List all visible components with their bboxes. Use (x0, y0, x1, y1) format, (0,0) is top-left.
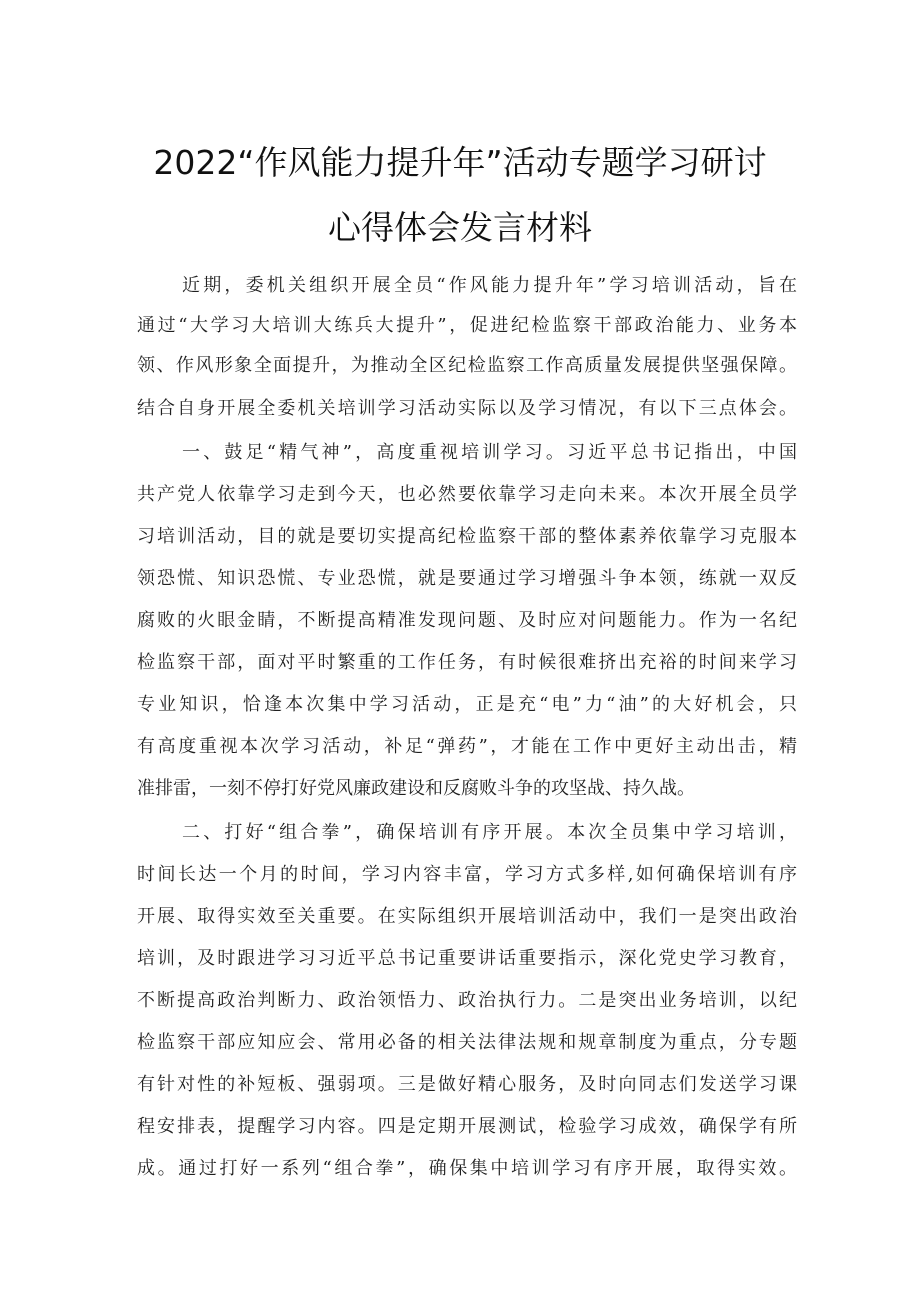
paragraph-line: 专业知识，恰逢本次集中学习活动，正是充“电”力“油”的大好机会，只 (137, 694, 797, 715)
paragraph-line: 准排雷，一刻不停打好党风廉政建设和反腐败斗争的攻坚战、持久战。 (137, 778, 695, 799)
paragraph-line: 培训，及时跟进学习习近平总书记重要讲话重要指示，深化党史学习教育， (137, 948, 797, 969)
paragraph-line: 成。通过打好一系列“组合拳”，确保集中培训学习有序开展，取得实效。 (137, 1158, 797, 1179)
paragraph-line: 程安排表，提醒学习内容。四是定期开展测试，检验学习成效，确保学有所 (137, 1116, 797, 1137)
paragraph-line: 检监察干部应知应会、常用必备的相关法律法规和规章制度为重点，分专题 (137, 1032, 797, 1053)
paragraph-line: 近期，委机关组织开展全员“作风能力提升年”学习培训活动，旨在 (182, 275, 797, 296)
document-title-line-1: 2022“作风能力提升年”活动专题学习研讨 (153, 143, 767, 182)
paragraph-line: 腐败的火眼金睛，不断提高精准发现问题、及时应对问题能力。作为一名纪 (137, 610, 797, 631)
paragraph-line: 共产党人依靠学习走到今天，也必然要依靠学习走向未来。本次开展全员学 (137, 484, 797, 505)
paragraph-line: 领恐慌、知识恐慌、专业恐慌，就是要通过学习增强斗争本领，练就一双反 (137, 568, 797, 589)
document-title-line-2: 心得体会发言材料 (328, 208, 592, 247)
paragraph-line: 不断提高政治判断力、政治领悟力、政治执行力。二是突出业务培训，以纪 (137, 990, 797, 1011)
paragraph-line: 时间长达一个月的时间，学习内容丰富，学习方式多样,如何确保培训有序 (137, 864, 797, 885)
paragraph-line: 有高度重视本次学习活动，补足“弹药”，才能在工作中更好主动出击，精 (137, 736, 797, 757)
paragraph-line: 结合自身开展全委机关培训学习活动实际以及学习情况，有以下三点体会。 (137, 398, 797, 419)
paragraph-line: 二、打好“组合拳”，确保培训有序开展。本次全员集中学习培训， (182, 822, 797, 843)
paragraph-line: 一、鼓足“精气神”，高度重视培训学习。习近平总书记指出，中国 (182, 442, 797, 463)
paragraph-line: 通过“大学习大培训大练兵大提升”，促进纪检监察干部政治能力、业务本 (137, 315, 797, 336)
paragraph-line: 习培训活动，目的就是要切实提高纪检监察干部的整体素养依靠学习克服本 (137, 526, 797, 547)
paragraph-line: 领、作风形象全面提升，为推动全区纪检监察工作高质量发展提供坚强保障。 (137, 355, 797, 376)
paragraph-line: 开展、取得实效至关重要。在实际组织开展培训活动中，我们一是突出政治 (137, 906, 797, 927)
paragraph-line: 有针对性的补短板、强弱项。三是做好精心服务，及时向同志们发送学习课 (137, 1074, 797, 1095)
paragraph-line: 检监察干部，面对平时繁重的工作任务，有时候很难挤出充裕的时间来学习 (137, 652, 797, 673)
